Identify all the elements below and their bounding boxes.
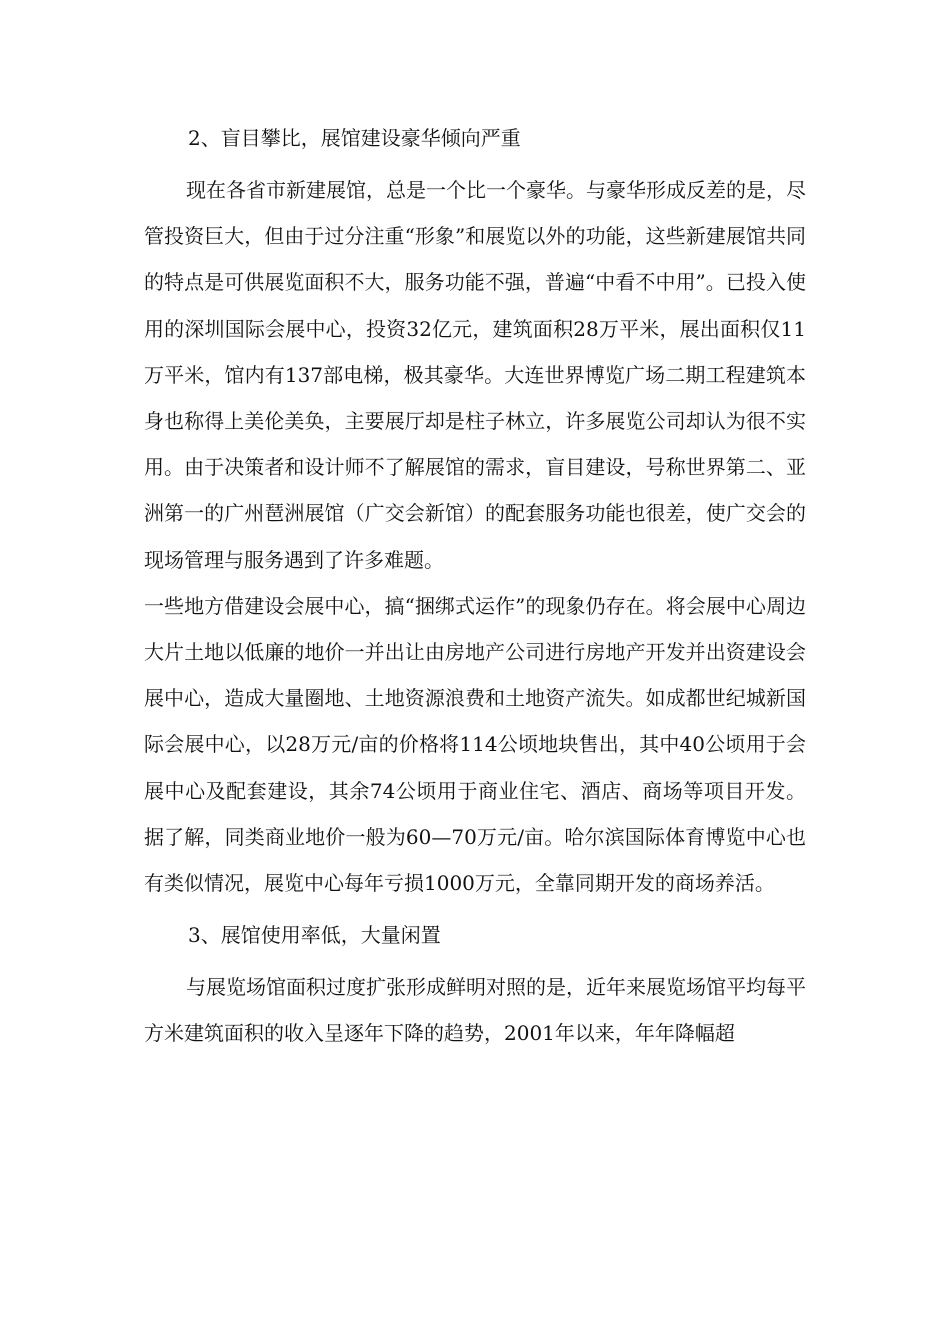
section-2-paragraph-2: 一些地方借建设会展中心，搞“捆绑式运作”的现象仍存在。将会展中心周边大片土地以低廉的地价一并出让由房地产公司进行房地产开发并出资建设会展中心，造成大量圈地、土地资源浪费和土地资产流失。如成都世纪城新国际会展中心，以28万元/亩的价格将114公顷地块售出，其中40公顷用于会展中心及配套建设，其余74公顷用于商业住宅、酒店、商场等项目开发。据了解，同类商业地价一般为60—70万元/亩。哈尔滨国际体育博览中心也有类似情况，展览中心每年亏损1000万元，全靠同期开发的商场养活。 — [144, 593, 806, 896]
section-3-paragraph-1: 与展览场馆面积过度扩张形成鲜明对照的是，近年来展览场馆平均每平方米建筑面积的收入呈逐年下降的趋势，2001年以来，年年降幅超 — [144, 975, 806, 1046]
document-body — [144, 115, 806, 1057]
section-2-heading: 2、盲目攀比，展馆建设豪华倾向严重 — [188, 126, 521, 150]
section-2-paragraph-1: 现在各省市新建展馆，总是一个比一个豪华。与豪华形成反差的是，尽管投资巨大，但由于过分注重“形象”和展览以外的功能，这些新建展馆共同的特点是可供展览面积不大，服务功能不强，普遍“中看不中用”。已投入使用的深圳国际会展中心，投资32亿元，建筑面积28万平米，展出面积仅11万平米，馆内有137部电梯，极其豪华。大连世界博览广场二期工程建筑本身也称得上美伦美奂，主要展厅却是柱子林立，许多展览公司却认为很不实用。由于决策者和设计师不了解展馆的需求，盲目建设，号称世界第二、亚洲第一的广州琶洲展馆（广交会新馆）的配套服务功能也很差，使广交会的现场管理与服务遇到了许多难题。 — [144, 178, 806, 572]
section-3-heading: 3、展馆使用率低，大量闲置 — [188, 923, 441, 948]
